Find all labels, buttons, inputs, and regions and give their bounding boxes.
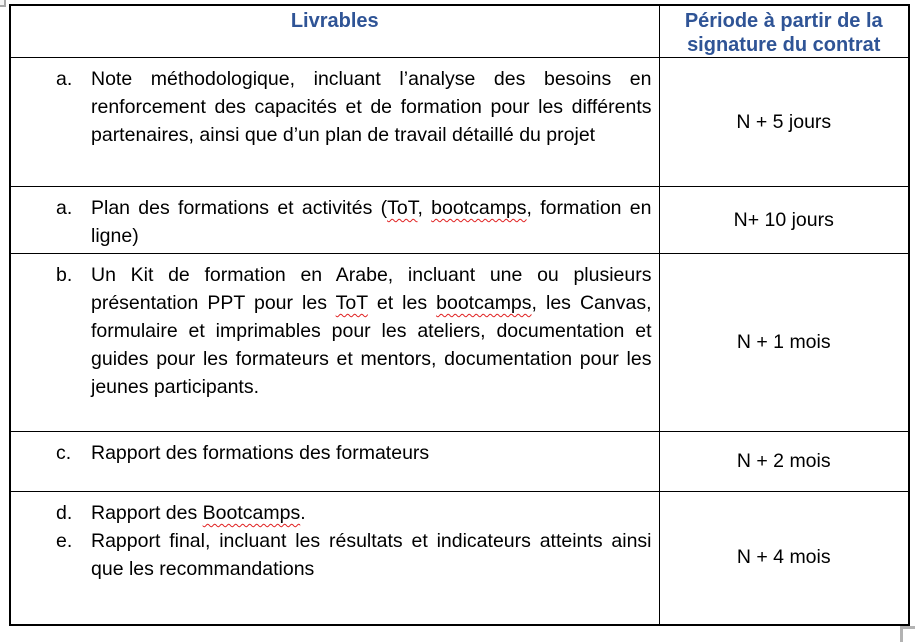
period-cell[interactable]: [659, 432, 909, 492]
misspelled-word: bootcamps: [436, 292, 532, 314]
period-value: N+ 10 jours: [733, 208, 834, 231]
period-cell[interactable]: [659, 187, 909, 254]
text-segment: Rapport final, incluant les résultats et indicateurs atteints ainsi que les recommandations: [91, 530, 652, 580]
item-text: [91, 439, 652, 467]
column-header-livrables[interactable]: [10, 5, 659, 58]
text-segment: .: [300, 502, 306, 524]
header-row: [10, 5, 909, 58]
misspelled-word: Bootcamps: [202, 502, 301, 524]
text-segment: , formation en ligne): [91, 197, 652, 247]
deliverables-table: [9, 4, 910, 626]
column-header-periode[interactable]: [659, 5, 909, 58]
text-segment: ,: [417, 197, 432, 219]
item-text: [91, 527, 652, 583]
item-text: [91, 65, 652, 149]
deliverable-cell[interactable]: [10, 58, 659, 187]
item-text: [91, 261, 652, 401]
list-item: [56, 261, 652, 401]
deliverable-cell[interactable]: [10, 187, 659, 254]
misspelled-word: ToT: [387, 197, 418, 219]
period-value: N + 4 mois: [736, 546, 831, 569]
text-segment: et les: [367, 292, 437, 314]
item-marker: b.: [56, 264, 73, 286]
period-value: N + 1 mois: [736, 331, 831, 353]
period-cell[interactable]: [659, 58, 909, 187]
text-segment: Plan des formations et activités (: [91, 197, 388, 219]
list-item: [56, 499, 652, 527]
column-header-periode-label: Période à partir de la signature du contrat: [684, 10, 883, 56]
table-row: [10, 254, 909, 432]
table-row: [10, 58, 909, 187]
item-marker: e.: [56, 530, 73, 552]
item-text: [91, 499, 652, 527]
item-marker: a.: [56, 68, 73, 90]
table-move-handle-icon[interactable]: [0, 0, 6, 7]
period-value: N + 2 mois: [736, 450, 831, 472]
misspelled-word: ToT: [335, 292, 368, 314]
deliverable-cell[interactable]: [10, 432, 659, 492]
text-segment: , les Canvas, formulaire et imprimables pour les ateliers, documentation et guides pour les formateurs et mentors, documentation pour les jeunes participants.: [91, 292, 652, 398]
period-value: N + 5 jours: [736, 110, 832, 133]
item-text: [91, 194, 652, 250]
period-cell[interactable]: [659, 492, 909, 625]
table-row: [10, 432, 909, 492]
table-resize-handle-icon[interactable]: [900, 626, 915, 642]
deliverable-cell[interactable]: [10, 254, 659, 432]
period-cell[interactable]: [659, 254, 909, 432]
table-row: [10, 492, 909, 625]
item-marker: d.: [56, 502, 73, 524]
text-segment: Un Kit de formation en Arabe, incluant une ou plusieurs présentation PPT pour les: [91, 264, 652, 314]
text-segment: Rapport des formations des formateurs: [91, 442, 430, 464]
list-item: [56, 527, 652, 583]
text-segment: Rapport des: [91, 502, 203, 524]
deliverable-cell[interactable]: [10, 492, 659, 625]
misspelled-word: bootcamps: [431, 197, 527, 219]
list-item: [56, 439, 652, 467]
table-body: [10, 58, 909, 625]
list-item: [56, 194, 652, 250]
item-marker: c.: [56, 442, 72, 464]
text-segment: Note méthodologique, incluant l’analyse des besoins en renforcement des capacités et de formation pour les différents partenaires, ainsi que d’un plan de travail détaillé du projet: [91, 68, 652, 146]
table-row: [10, 187, 909, 254]
item-marker: a.: [56, 197, 73, 219]
column-header-livrables-label: Livrables: [290, 10, 379, 32]
list-item: [56, 65, 652, 149]
